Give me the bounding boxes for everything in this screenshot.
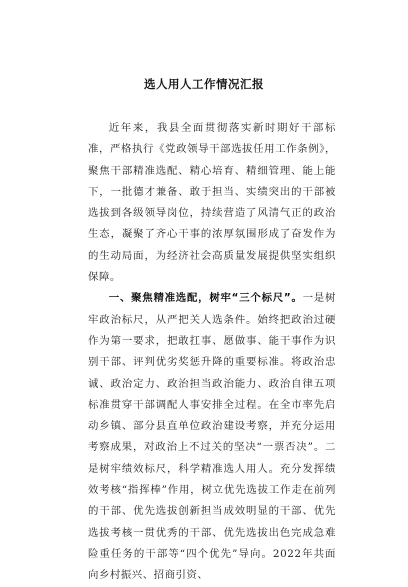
paragraph-section-1 xyxy=(88,288,336,586)
document-body xyxy=(88,118,336,587)
section-heading: 一、聚焦精准选配，树牢“三个标尺”。 xyxy=(108,292,303,305)
document-title: 选人用人工作情况汇报 xyxy=(144,77,264,91)
paragraph-intro-text: 近年来，我县全面贯彻落实新时期好干部标准，严格执行《党政领导干部选拔任用工作条例》，聚焦干部精准选配、精心培育、精细管理、能上能下，一批德才兼备、敢于担当、实绩突出的干部被选拔到各级领导岗位，持续营造了风清气正的政治生态，凝聚了齐心干事的浓厚氛围形成了奋发作为的生动局面，为经济社会高质量发展提供坚实组织保障。 xyxy=(88,122,336,284)
paragraph-section-1-text: 一是树牢政治标尺，从严把关人选条件。始终把政治过硬作为第一要求，把敢扛事、愿做事、能干事作为识别干部、评判优劣奖惩升降的重要标准。将政治忠诚、政治定力、政治担当政治能力、政治自律五项标准贯穿干部调配人事安排全过程。在全市率先启动乡镇、部分县直单位政治建设考察，并充分运用考察成果，对政治上不过关的坚决“一票否决”。二是树牢绩效标尺，科学精准选人用人。充分发挥绩效考核“指挥棒”作用，树立优先选拔工作走在前列的干部、优先选拔创新担当成效明显的干部、优先选拔考核一贯优秀的干部、优先选拔出色完成急难险重任务的干部等“四个优先”导向。2022年共面向乡村振兴、招商引资、 xyxy=(88,292,336,582)
paragraph-intro xyxy=(88,118,336,288)
